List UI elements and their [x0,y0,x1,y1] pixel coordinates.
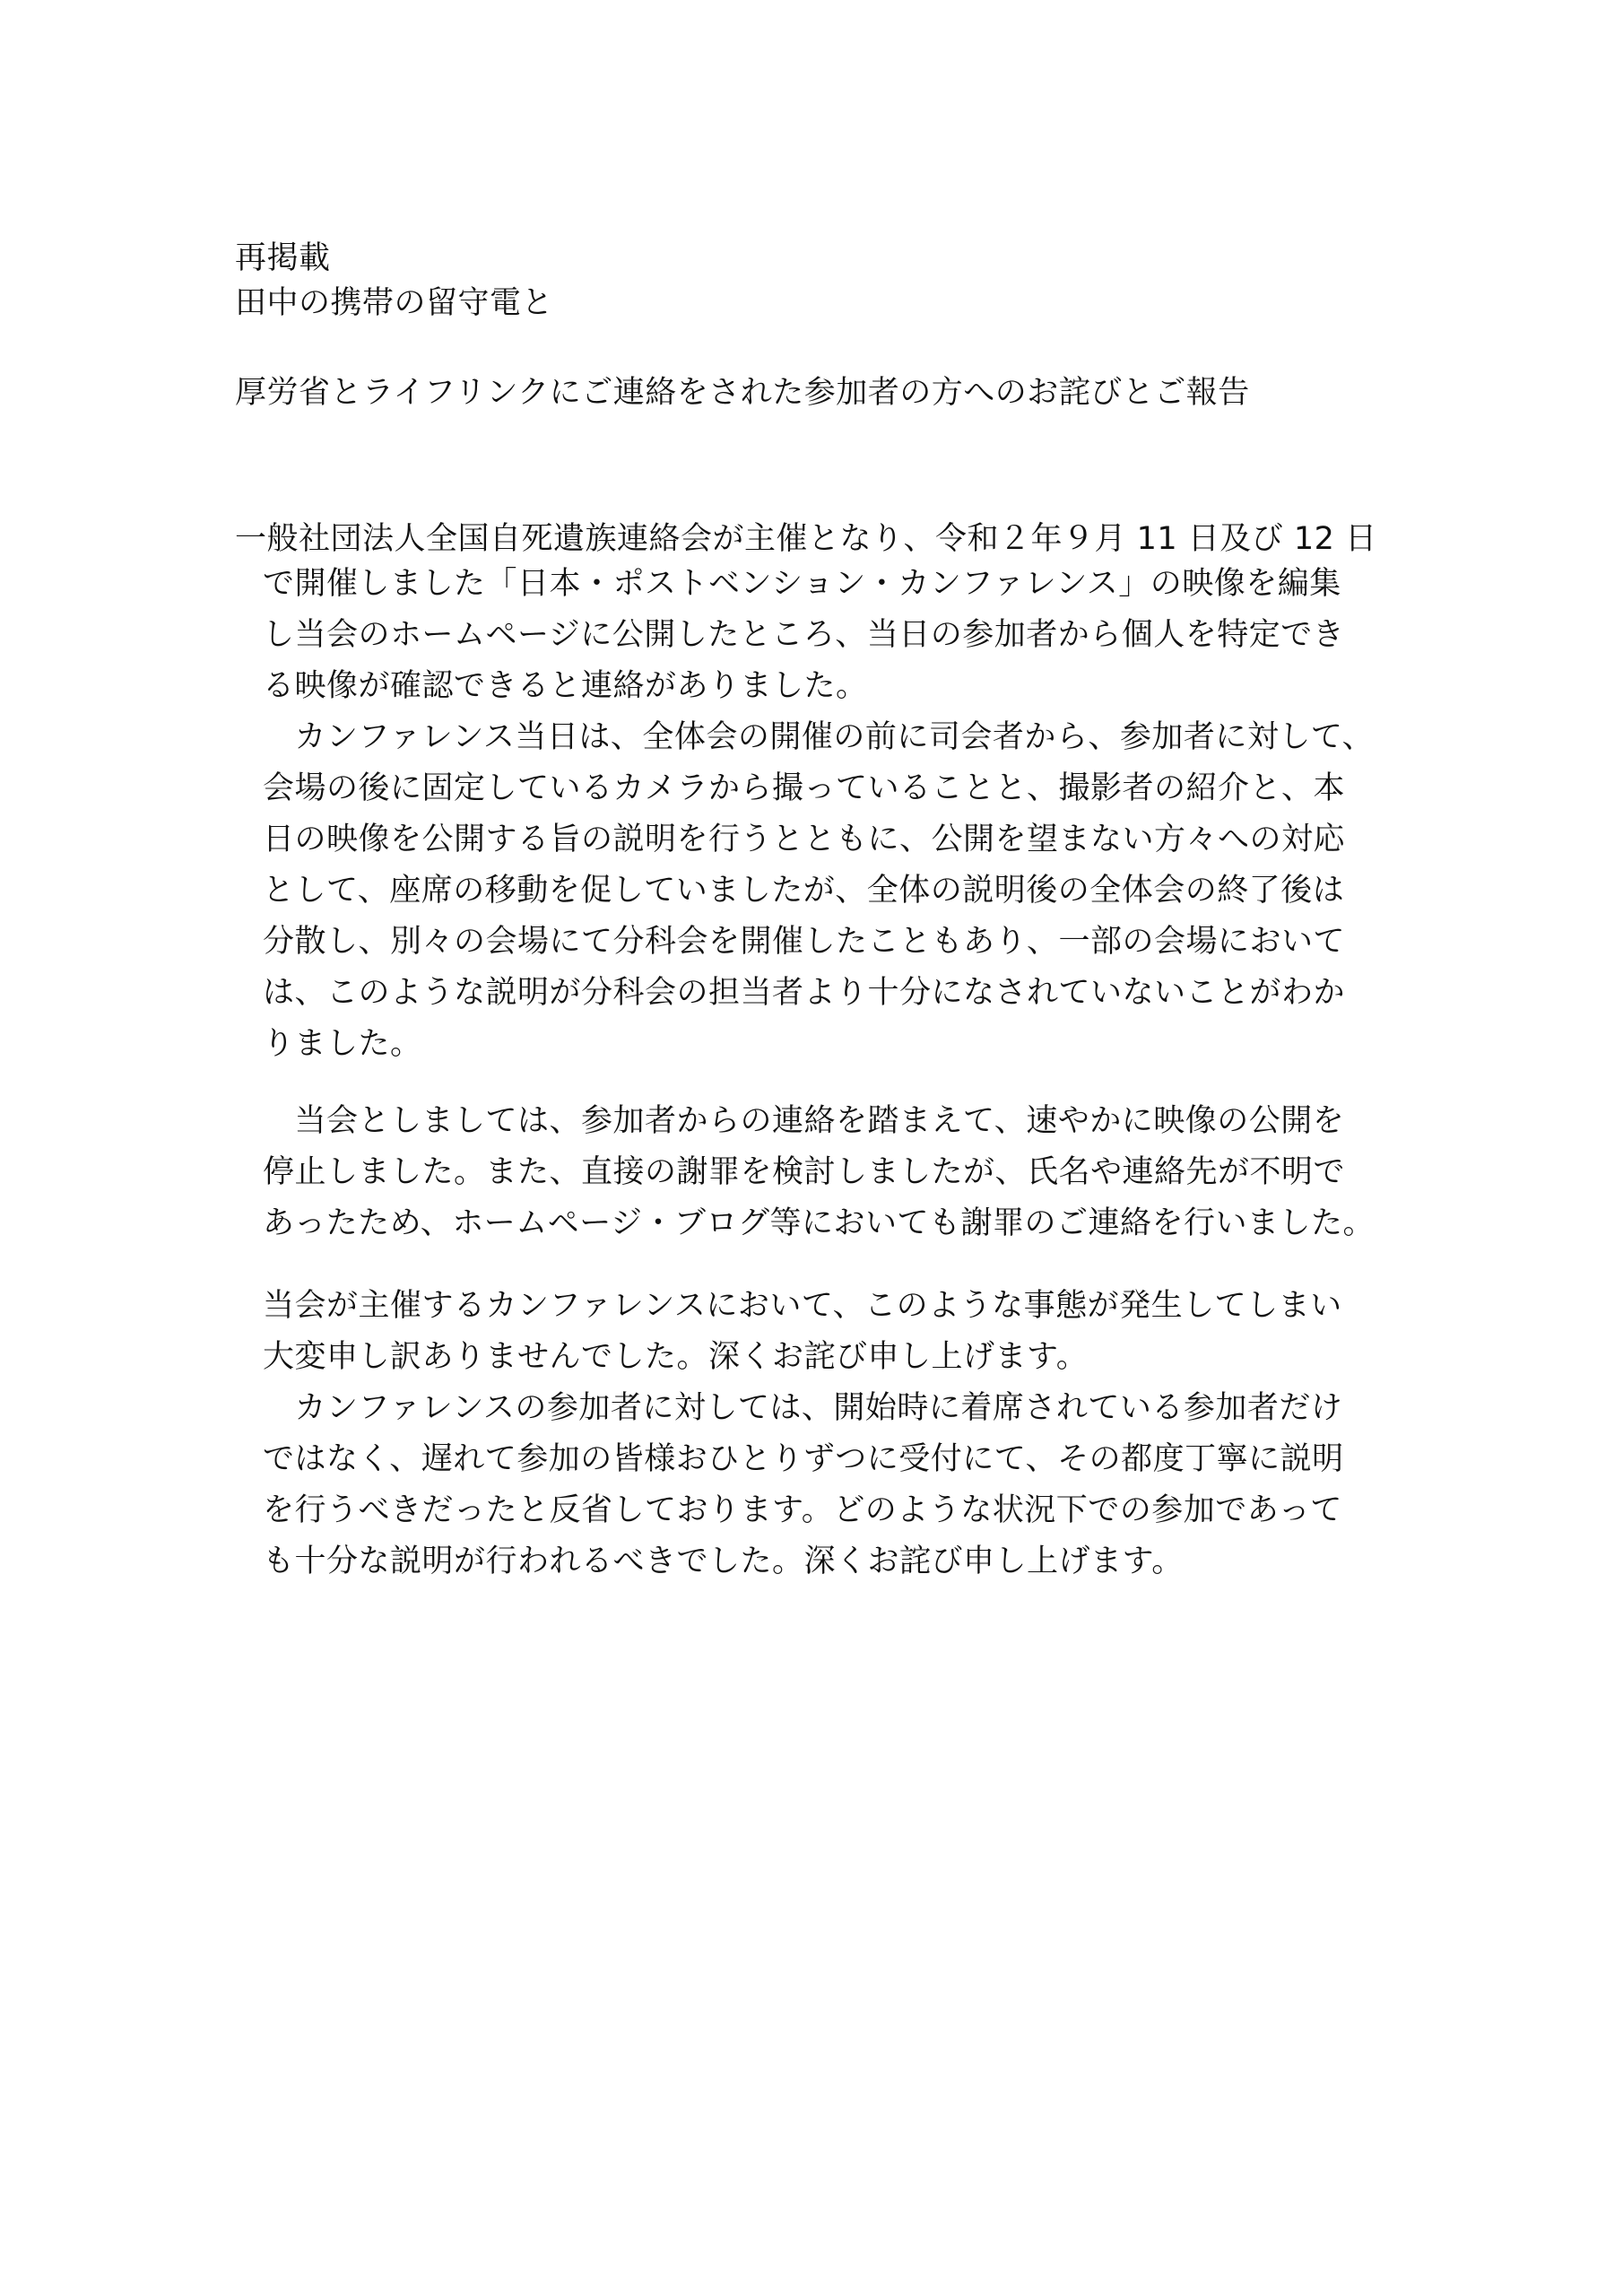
header-line-3: 厚労省とライフリンクにご連絡をされた参加者の方へのお詫びとご報告 [235,375,1250,411]
header-line-1: 再掲載 [235,240,331,276]
paragraph1-line-3: し当会のホームページに公開したところ、当日の参加者から個人を特定でき [263,617,1345,653]
paragraph1-line-4: る映像が確認できると連絡がありました。 [263,668,868,704]
paragraph1-line-2: で開催しました「日本・ポストベンション・カンファレンス」の映像を編集 [263,566,1341,602]
paragraph5-line-1: カンファレンスの参加者に対しては、開始時に着席されている参加者だけ [263,1390,1343,1426]
header-line-2: 田中の携帯の留守電と [235,285,554,321]
paragraph3-line-1: 当会としましては、参加者からの連絡を踏まえて、速やかに映像の公開を [263,1103,1345,1139]
paragraph2-line-6: は、このような説明が分科会の担当者より十分になされていないことがわか [263,975,1346,1011]
paragraph2-line-5: 分散し、別々の会場にて分科会を開催したこともあり、一部の会場において [263,924,1346,960]
paragraph1-line-1: 一般社団法人全国自死遺族連絡会が主催となり、令和２年９月 11 日及び 12 日 [235,521,1377,557]
paragraph2-line-3: 日の映像を公開する旨の説明を行うとともに、公開を望まない方々への対応 [263,822,1346,857]
paragraph4-line-1: 当会が主催するカンファレンスにおいて、このような事態が発生してしまい [263,1288,1342,1324]
paragraph5-line-3: を行うべきだったと反省しております。どのような状況下での参加であって [263,1492,1342,1528]
paragraph2-line-1: カンファレンス当日は、全体会の開催の前に司会者から、参加者に対して、 [263,719,1375,755]
paragraph5-line-2: ではなく、遅れて参加の皆様おひとりずつに受付にて、その都度丁寧に説明 [263,1441,1344,1477]
paragraph2-line-2: 会場の後に固定しているカメラから撮っていることと、撮影者の紹介と、本 [263,770,1346,806]
paragraph5-line-4: も十分な説明が行われるべきでした。深くお詫び申し上げます。 [263,1544,1184,1579]
paragraph2-line-4: として、座席の移動を促していましたが、全体の説明後の全体会の終了後は [263,873,1345,909]
paragraph3-line-2: 停止しました。また、直接の謝罪を検討しましたが、氏名や連絡先が不明で [263,1154,1346,1190]
paragraph4-line-2: 大変申し訳ありませんでした。深くお詫び申し上げます。 [263,1339,1089,1375]
paragraph3-line-3: あったため、ホームページ・ブログ等においても謝罪のご連絡を行いました。 [263,1205,1376,1241]
paragraph2-line-7: りました。 [263,1026,422,1062]
